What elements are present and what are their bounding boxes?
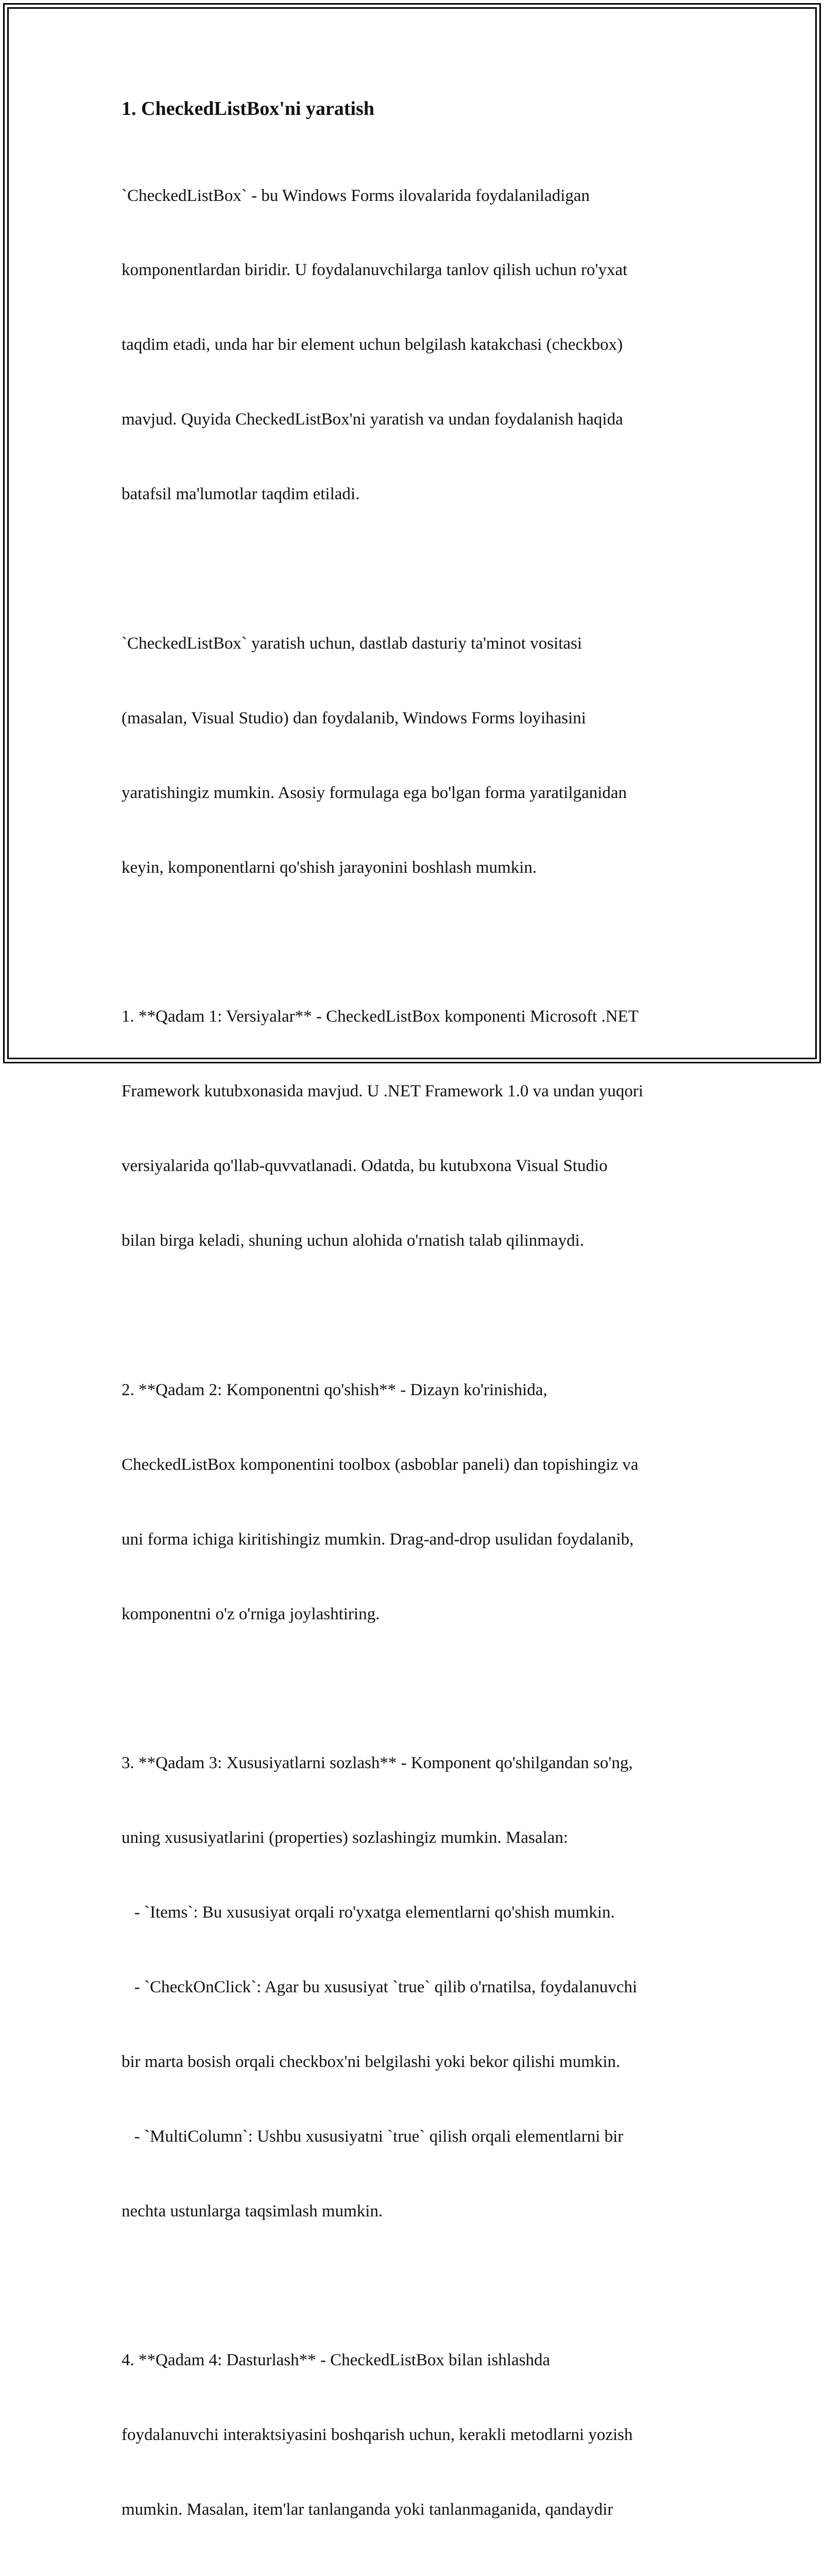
text-line: `CheckedListBox` yaratish uchun, dastlab dasturiy ta'minot vositasi [122, 634, 582, 653]
text-line: 4. **Qadam 4: Dasturlash** - CheckedListBox bilan ishlashda [122, 2351, 551, 2370]
text-line: versiyalarida qo'llab-quvvatlanadi. Odatda, bu kutubxona Visual Studio [122, 1157, 608, 1176]
text-line: 1. **Qadam 1: Versiyalar** - CheckedListBox komponenti Microsoft .NET [122, 1007, 639, 1026]
text-line: keyin, komponentlarni qo'shish jarayonini boshlash mumkin. [122, 858, 537, 877]
text-line: `CheckedListBox` - bu Windows Forms ilovalarida foydalaniladigan [122, 186, 590, 205]
text-line: taqdim etadi, unda har bir element uchun belgilash katakchasi (checkbox) [122, 335, 623, 354]
paragraph-step-4 [122, 2298, 714, 2576]
text-line: batafsil ma'lumotlar taqdim etiladi. [122, 485, 360, 504]
text-line: yaratishingiz mumkin. Asosiy formulaga ega bo'lgan forma yaratilganidan [122, 783, 627, 802]
paragraph-step-3 [122, 1701, 714, 2274]
text-line: komponentlardan biridir. U foydalanuvchilarga tanlov qilish uchun ro'yxat [122, 261, 628, 280]
text-line: foydalanuvchi interaktsiyasini boshqarish uchun, kerakli metodlarni yozish [122, 2426, 633, 2445]
text-line: bir marta bosish orqali checkbox'ni belgilashi yoki bekor qilishi mumkin. [122, 2052, 621, 2071]
text-line: uning xususiyatlarini (properties) sozlashingiz mumkin. Masalan: [122, 1828, 569, 1848]
text-line: CheckedListBox komponentini toolbox (asboblar paneli) dan topishingiz va [122, 1455, 639, 1474]
paragraph-step-2 [122, 1328, 714, 1676]
paragraph-creation [122, 581, 714, 929]
text-line: - `CheckOnClick`: Agar bu xususiyat `true` qilib o'rnatilsa, foydalanuvchi [122, 1977, 638, 1996]
text-line: bilan birga keladi, shuning uchun alohida o'rnatish talab qilinmaydi. [122, 1231, 584, 1250]
paragraph-intro [122, 133, 714, 556]
text-line: - `Items`: Bu xususiyat orqali ro'yxatga elementlarni qo'shish mumkin. [122, 1903, 615, 1922]
paragraph-step-1 [122, 955, 714, 1303]
document-body [122, 95, 714, 2576]
text-line: mumkin. Masalan, item'lar tanlanganda yoki tanlanmaganida, qandaydir [122, 2500, 613, 2519]
text-line: 2. **Qadam 2: Komponentni qo'shish** - Dizayn ko'rinishida, [122, 1380, 547, 1399]
text-line: (masalan, Visual Studio) dan foydalanib, Windows Forms loyihasini [122, 708, 586, 727]
text-line: komponentni o'z o'rniga joylashtiring. [122, 1604, 380, 1623]
text-line [122, 2572, 714, 2576]
text-line: mavjud. Quyida CheckedListBox'ni yaratish va undan foydalanish haqida [122, 410, 623, 429]
text-line: 3. **Qadam 3: Xususiyatlarni sozlash** - Komponent qo'shilgandan so'ng, [122, 1754, 633, 1773]
text-line: nechta ustunlarga taqsimlash mumkin. [122, 2201, 383, 2221]
text-line: - `MultiColumn`: Ushbu xususiyatni `true` qilish orqali elementlarni bir [122, 2127, 624, 2146]
text-line: Framework kutubxonasida mavjud. U .NET Framework 1.0 va undan yuqori [122, 1082, 644, 1101]
text-line: uni forma ichiga kiritishingiz mumkin. Drag-and-drop usulidan foydalanib, [122, 1530, 634, 1549]
section-heading: 1. CheckedListBox'ni yaratish [122, 98, 374, 120]
